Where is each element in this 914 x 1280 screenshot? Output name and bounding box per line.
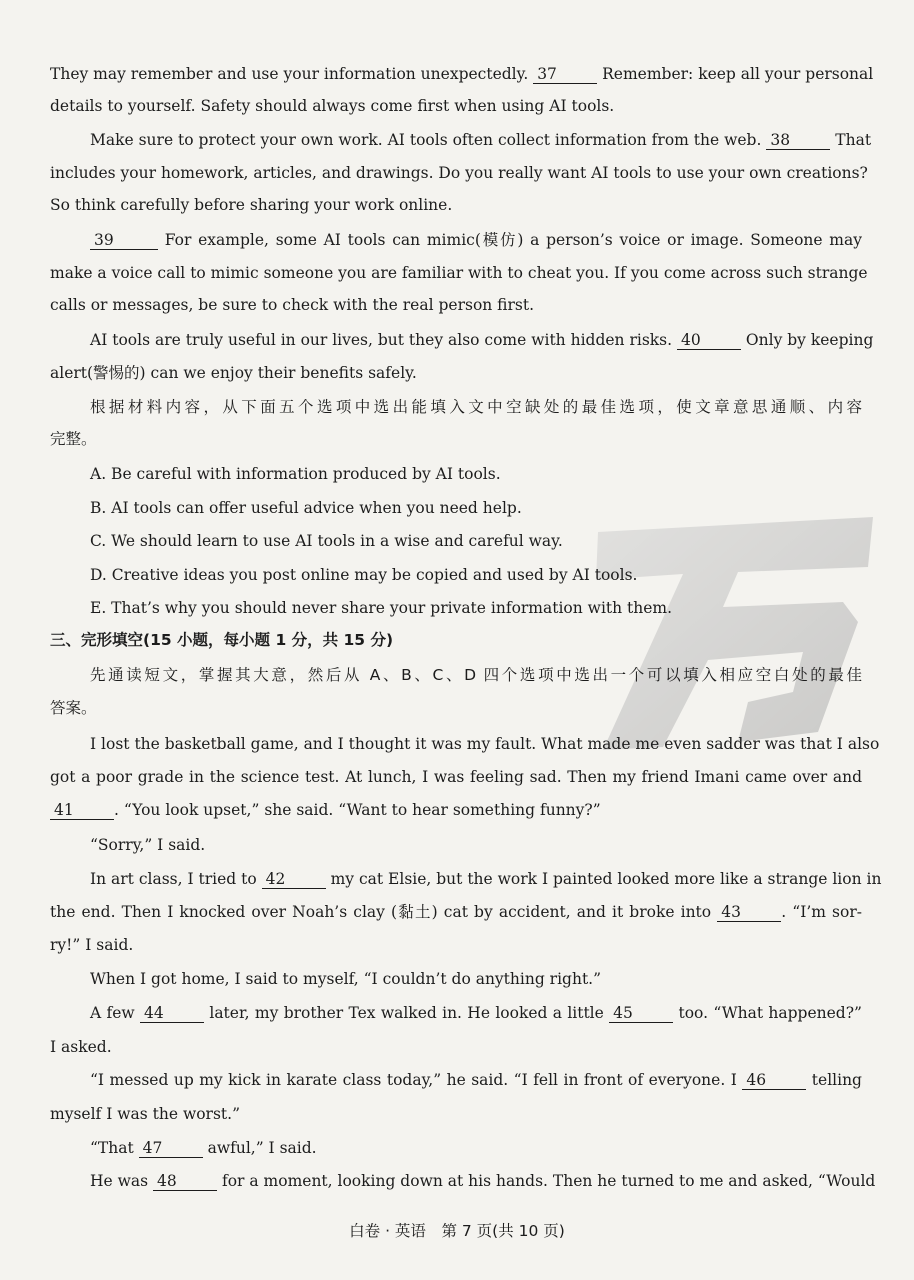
text-line [90,1069,862,1091]
text-span: later, my brother Tex walked in. He looked a little [209,1004,604,1022]
instruction-text: 先通读短文，掌握其大意，然后从 A、B、C、D 四个选项中选出一个可以填入相应空白处的最佳 [90,666,862,684]
page-footer: 白卷 · 英语 第 7 页(共 10 页) [349,1222,565,1240]
text-span: Only by keeping [745,331,874,349]
text-span: Make sure to protect your own work. AI tools often collect information from the web. [90,131,762,149]
text-line: make a voice call to mimic someone you are familiar with to cheat you. If you come across such strange [50,264,868,282]
section-heading: 三、完形填空(15 小题，每小题 1 分，共 15 分) [50,631,394,649]
text-line: got a poor grade in the science test. At lunch, I was feeling sad. Then my friend Imani came over and [50,768,862,786]
blank-41: 41 [50,801,114,820]
option-d: D. Creative ideas you post online may be copied and used by AI tools. [90,566,638,584]
blank-37: 37 [533,65,597,84]
text-line: calls or messages, be sure to check with the real person first. [50,296,535,314]
text-line [50,799,862,821]
text-span: . “You look upset,” she said. “Want to hear something funny?” [114,801,601,819]
text-span: the end. Then I knocked over Noah’s clay (黏土) cat by accident, and it broke into [50,903,712,921]
blank-47: 47 [139,1139,203,1158]
instruction-text: 答案。 [50,699,97,717]
text-span: That [835,131,872,149]
text-span: A few [90,1004,135,1022]
text-line [90,229,862,251]
text-line [90,1002,862,1024]
text-span: In art class, I tried to [90,870,257,888]
option-c: C. We should learn to use AI tools in a wise and careful way. [90,532,563,550]
text-span: . “I’m sor- [781,903,862,921]
text-span: AI tools are truly useful in our lives, but they also come with hidden risks. [90,331,673,349]
blank-48: 48 [153,1172,217,1191]
text-line: I lost the basketball game, and I thought it was my fault. What made me even sadder was that I also [90,735,880,753]
text-span: awful,” I said. [207,1139,317,1157]
blank-39: 39 [90,231,158,250]
blank-46: 46 [742,1071,806,1090]
option-a: A. Be careful with information produced by AI tools. [90,465,501,483]
blank-43: 43 [717,903,781,922]
text-span: my cat Elsie, but the work I painted looked more like a strange lion in [330,870,882,888]
text-line [90,1137,862,1159]
text-line [50,901,862,923]
blank-44: 44 [140,1004,204,1023]
text-span: “That [90,1139,134,1157]
blank-45: 45 [609,1004,673,1023]
text-line [90,329,874,351]
option-e: E. That’s why you should never share your private information with them. [90,599,673,617]
text-line: details to yourself. Safety should always come first when using AI tools. [50,97,615,115]
text-span: for a moment, looking down at his hands. Then he turned to me and asked, “Would [221,1172,876,1190]
text-span: For example, some AI tools can mimic(模仿) a person’s voice or image. Someone may [164,231,862,249]
text-span: They may remember and use your information unexpectedly. [50,65,529,83]
text-span: telling [811,1071,862,1089]
text-span: He was [90,1172,149,1190]
text-line: alert(警惕的) can we enjoy their benefits safely. [50,364,417,382]
text-line [90,129,872,151]
text-line: includes your homework, articles, and drawings. Do you really want AI tools to use your own creations? [50,164,868,182]
text-line: “Sorry,” I said. [90,836,206,854]
blank-40: 40 [677,331,741,350]
blank-38: 38 [766,131,830,150]
instruction-text: 根据材料内容，从下面五个选项中选出能填入文中空缺处的最佳选项，使文章意思通顺、内容 [90,398,862,416]
text-line: So think carefully before sharing your work online. [50,196,453,214]
text-span: Remember: keep all your personal [602,65,874,83]
text-line: When I got home, I said to myself, “I couldn’t do anything right.” [90,970,602,988]
text-line [90,1170,876,1192]
option-b: B. AI tools can offer useful advice when you need help. [90,499,522,517]
text-line [90,868,882,890]
text-line: myself I was the worst.” [50,1105,240,1123]
text-span: too. “What happened?” [678,1004,862,1022]
instruction-text: 完整。 [50,430,97,448]
text-span: “I messed up my kick in karate class today,” he said. “I fell in front of everyone. I [90,1071,737,1089]
text-line: I asked. [50,1038,112,1056]
blank-42: 42 [262,870,326,889]
text-line [50,63,874,85]
text-line: ry!” I said. [50,936,134,954]
